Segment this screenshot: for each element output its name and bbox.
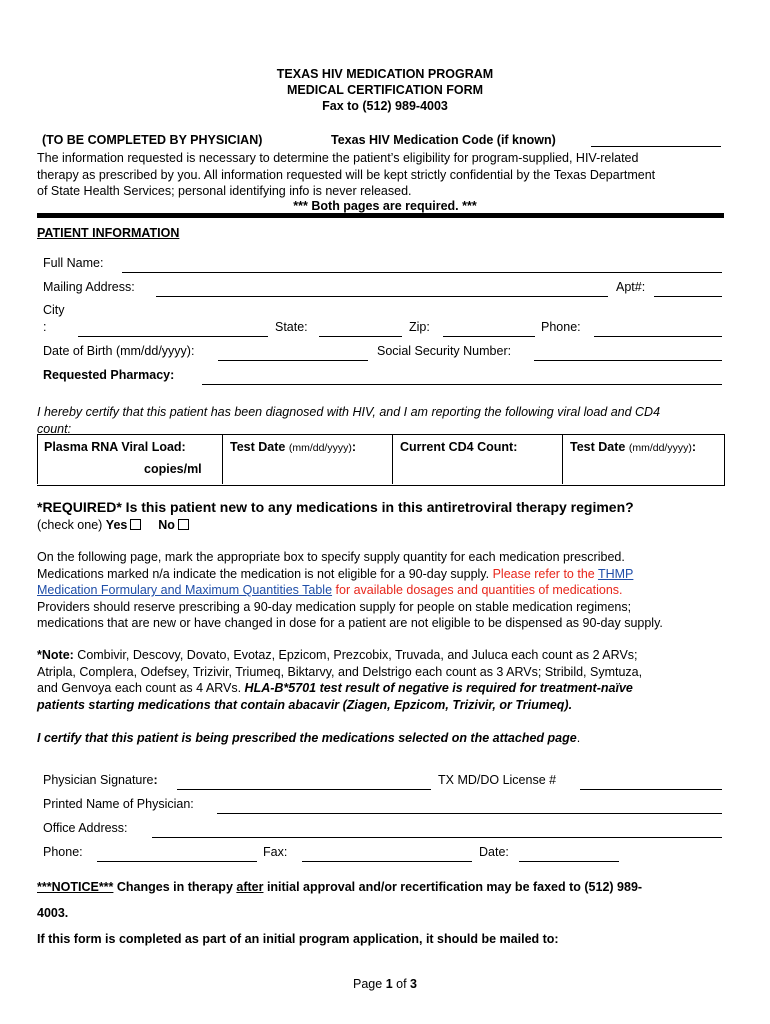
required-question: *REQUIRED* Is this patient new to any medications in this antiretroviral therapy regimen? [37, 499, 634, 515]
formulary-link[interactable]: THMP [597, 566, 634, 581]
physician-phone-label: Phone: [43, 845, 83, 859]
physician-phone-field[interactable] [97, 861, 257, 862]
no-checkbox[interactable] [178, 519, 189, 530]
cd4-count-label: Current CD4 Count: [400, 440, 518, 454]
patient-info-heading: PATIENT INFORMATION [37, 226, 180, 240]
date-field[interactable] [519, 861, 619, 862]
license-field[interactable] [580, 789, 722, 790]
prescription-certification: I certify that this patient is being prescribed the medications selected on the attached page. [37, 731, 581, 745]
viral-load-cell[interactable] [37, 434, 223, 484]
mail-instruction: If this form is completed as part of an initial program application, it should be mailed to: [37, 932, 559, 946]
copies-unit: copies/ml [144, 462, 202, 476]
office-address-label: Office Address: [43, 821, 128, 835]
ssn-label: Social Security Number: [377, 344, 512, 358]
viral-test-date-cell[interactable] [222, 434, 393, 484]
formulary-link-cont[interactable]: Medication Formulary and Maximum Quantities Table [37, 583, 333, 597]
form-subtitle: MEDICAL CERTIFICATION FORM [286, 83, 484, 97]
med-code-field[interactable] [591, 146, 721, 147]
state-label: State: [275, 320, 308, 334]
notice-text: ***NOTICE*** Changes in therapy after initial approval and/or recertification may be faxed to (512) 989- [37, 880, 643, 894]
city-label: City [43, 303, 65, 317]
physician-note: (TO BE COMPLETED BY PHYSICIAN) [42, 133, 263, 147]
med-code-label: Texas HIV Medication Code (if known) [331, 133, 556, 147]
notice-text-cont: 4003. [37, 906, 69, 920]
state-field[interactable] [319, 336, 402, 337]
full-name-field[interactable] [122, 272, 722, 273]
license-label: TX MD/DO License # [438, 773, 557, 787]
cd4-test-date-cell[interactable] [562, 434, 725, 484]
both-pages-note: *** Both pages are required. *** [293, 199, 477, 213]
pharmacy-field[interactable] [202, 384, 722, 385]
phone-field[interactable] [594, 336, 722, 337]
full-name-label: Full Name: [43, 256, 104, 270]
printed-name-field[interactable] [217, 813, 722, 814]
supply-paragraph: On the following page, mark the appropriate box to specify supply quantity for each medication prescribed. Medications marked n/a indicate the medication is not eligible for a 90-day supply. Please refer to the THMP Medication Formulary and Maximum Quantities Table for available dosages and quantities of medications. Providers should reserve prescribing a 90-day medication supply for people on stable medication regimens; medications that are new or have changed in dose for a patient are not eligible to be dispensed as 90-day supply. [37, 550, 663, 630]
dob-label: Date of Birth (mm/dd/yyyy): [43, 344, 195, 358]
date-label: Date: [479, 845, 509, 859]
viral-load-label: Plasma RNA Viral Load: [44, 440, 186, 454]
signature-label: Physician Signature: [43, 773, 158, 787]
printed-name-label: Printed Name of Physician: [43, 797, 194, 811]
phone-label: Phone: [541, 320, 581, 334]
city-field[interactable] [78, 336, 268, 337]
physician-fax-field[interactable] [302, 861, 472, 862]
zip-label: Zip: [409, 320, 430, 334]
note-paragraph: *Note: Combivir, Descovy, Dovato, Evotaz, Epzicom, Prezcobix, Truvada, and Juluca each count as 2 ARVs; Atripla, Complera, Odefsey, Trizivir, Triumeq, Biktarvy, and Delstrigo each count as 3 ARVs; Stribild, Symtuza, and Genvoya each count as 4 ARVs. HLA-B*5701 test result of negative is required for treatment-naïve patients starting medications that contain abacavir (Ziagen, Epzicom, Trizivir, or Triumeq). [37, 648, 643, 712]
zip-field[interactable] [443, 336, 535, 337]
fax-number-header: Fax to (512) 989-4003 [322, 99, 448, 113]
physician-fax-label: Fax: [263, 845, 288, 859]
cd4-test-date-label: Test Date (mm/dd/yyyy): [570, 440, 696, 454]
intro-paragraph: The information requested is necessary to determine the patient’s eligibility for program-supplied, HIV-related therapy as prescribed by you. All information requested will be kept strictly confidential by the Texas Department of State Health Services; personal identifying info is never released. [37, 151, 656, 198]
signature-field[interactable] [177, 789, 431, 790]
mailing-address-label: Mailing Address: [43, 280, 135, 294]
cd4-count-cell[interactable] [392, 434, 563, 484]
diagnosis-certification: I hereby certify that this patient has been diagnosed with HIV, and I am reporting the following viral load and CD4 count: [37, 405, 661, 436]
office-address-field[interactable] [152, 837, 722, 838]
viral-test-date-label: Test Date (mm/dd/yyyy): [230, 440, 356, 454]
check-one-row: (check one) Yes No [37, 518, 192, 532]
city-colon: : [43, 320, 47, 334]
ssn-field[interactable] [534, 360, 722, 361]
apt-label: Apt#: [616, 280, 646, 294]
form-title: TEXAS HIV MEDICATION PROGRAM [276, 67, 494, 81]
dob-field[interactable] [218, 360, 368, 361]
section-divider [37, 213, 724, 218]
mailing-address-field[interactable] [156, 296, 608, 297]
page-number: Page 1 of 3 [353, 977, 417, 991]
apt-field[interactable] [654, 296, 722, 297]
pharmacy-label: Requested Pharmacy: [43, 368, 175, 382]
yes-checkbox[interactable] [130, 519, 141, 530]
